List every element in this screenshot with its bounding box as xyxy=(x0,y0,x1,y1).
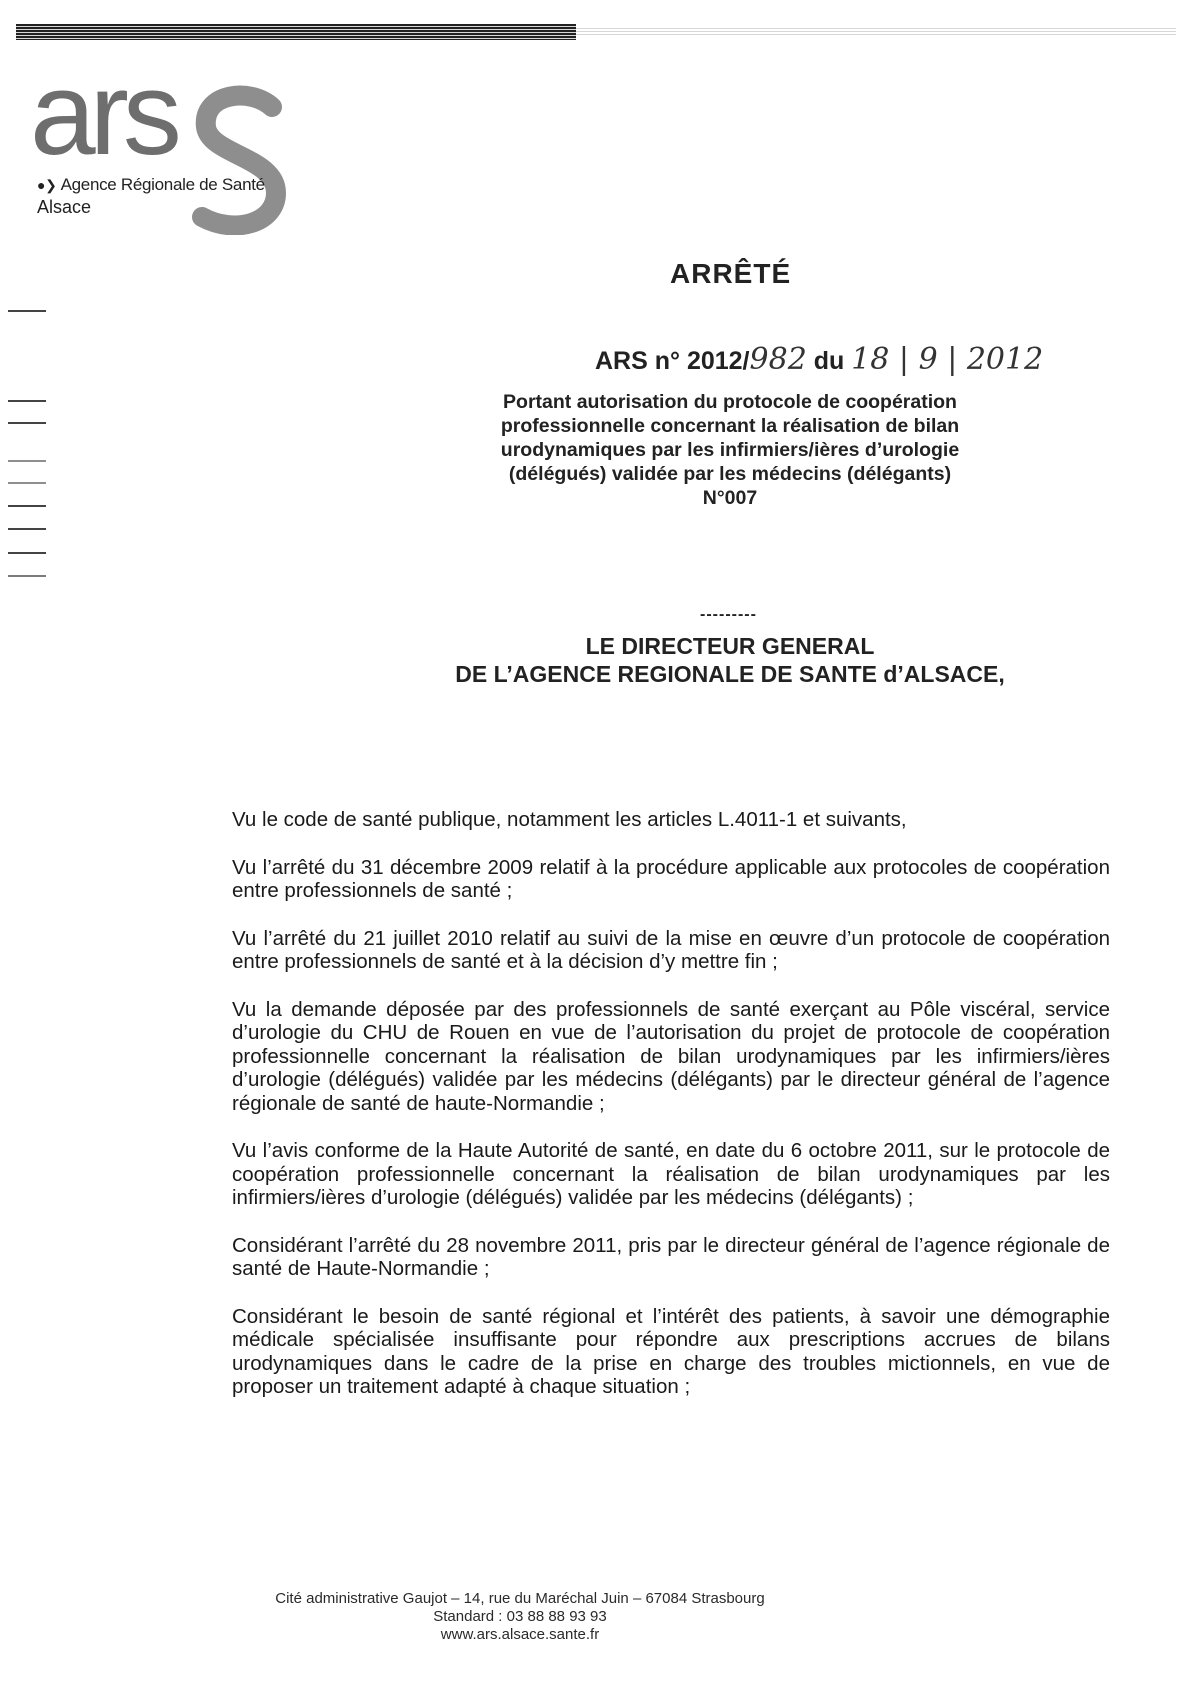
footer-phone: Standard : 03 88 88 93 93 xyxy=(433,1608,607,1625)
paragraph: Vu l’avis conforme de la Haute Autorité de santé, en date du 6 octobre 2011, sur le protocole de coopération professionnelle concernant la réalisation de bilan urodynamiques par les infirmiers/ières d’urologie (délégués) validée par les médecins (délégants) ; xyxy=(232,1139,1110,1209)
director-line: LE DIRECTEUR GENERAL xyxy=(585,633,875,659)
logo-letters: ars xyxy=(30,48,176,180)
logo-s-mark xyxy=(180,85,290,235)
paragraph: Vu l’arrêté du 31 décembre 2009 relatif à la procédure applicable aux protocoles de coopération entre professionnels de santé ; xyxy=(232,855,1110,902)
director-heading xyxy=(430,632,1030,688)
paragraph: Considérant l’arrêté du 28 novembre 2011, pris par le directeur général de l’agence régionale de santé de Haute-Normandie ; xyxy=(232,1233,1110,1280)
paragraph: Vu le code de santé publique, notamment les articles L.4011-1 et suivants, xyxy=(232,808,907,831)
reference-line xyxy=(595,342,1043,377)
subject-line: N°007 xyxy=(702,487,758,509)
footer-website: www.ars.alsace.sante.fr xyxy=(440,1626,600,1643)
logo-agency-name: Agence Régionale de Santé xyxy=(60,175,265,194)
subject-line: professionnelle concernant la réalisation de bilan xyxy=(500,415,960,437)
scan-header-bar xyxy=(16,24,1166,42)
separator: --------- xyxy=(700,606,757,623)
reference-date: 18 | 9 | 2012 xyxy=(851,342,1044,377)
footer-address: Cité administrative Gaujot – 14, rue du Maréchal Juin – 67084 Strasbourg xyxy=(275,1590,765,1607)
subject-block xyxy=(450,390,1010,510)
reference-du: du xyxy=(806,347,852,375)
document-title: ARRÊTÉ xyxy=(670,258,792,289)
document-body xyxy=(232,808,1110,1423)
reference-prefix: ARS n° 2012/ xyxy=(595,347,750,375)
subject-line: urodynamiques par les infirmiers/ières d’urologie xyxy=(500,439,960,461)
logo-region: Alsace xyxy=(37,197,92,217)
paragraph: Vu la demande déposée par des professionnels de santé exerçant au Pôle viscéral, service d’urologie du CHU de Rouen en vue de l’autorisation du projet de protocole de coopération professionnelle concernant la réalisation de bilan urodynamiques par les infirmiers/ières d’urologie (délégués) validée par les médecins (délégants) par le directeur général de l’agence régionale de santé de haute-Normandie ; xyxy=(232,997,1110,1115)
subject-line: Portant autorisation du protocole de coopération xyxy=(503,391,957,413)
footer xyxy=(250,1590,790,1644)
paragraph: Considérant le besoin de santé régional et l’intérêt des patients, à savoir une démographie médicale spécialisée insuffisante pour répondre aux prescriptions accrues de bilans urodynamiques dans le cadre de la prise en charge des troubles mictionnels, en vue de proposer un traitement adapté à chaque situation ; xyxy=(232,1304,1110,1398)
paragraph: Vu l’arrêté du 21 juillet 2010 relatif au suivi de la mise en œuvre d’un protocole de coopération entre professionnels de santé et à la décision d’y mettre fin ; xyxy=(232,926,1110,973)
ars-logo xyxy=(30,48,290,245)
logo-bullet-icon: ●❯ xyxy=(37,177,57,193)
reference-number: 982 xyxy=(749,342,807,377)
subject-line: (délégués) validée par les médecins (délégants) xyxy=(508,463,952,485)
director-line: DE L’AGENCE REGIONALE DE SANTE d’ALSACE, xyxy=(455,661,1005,687)
